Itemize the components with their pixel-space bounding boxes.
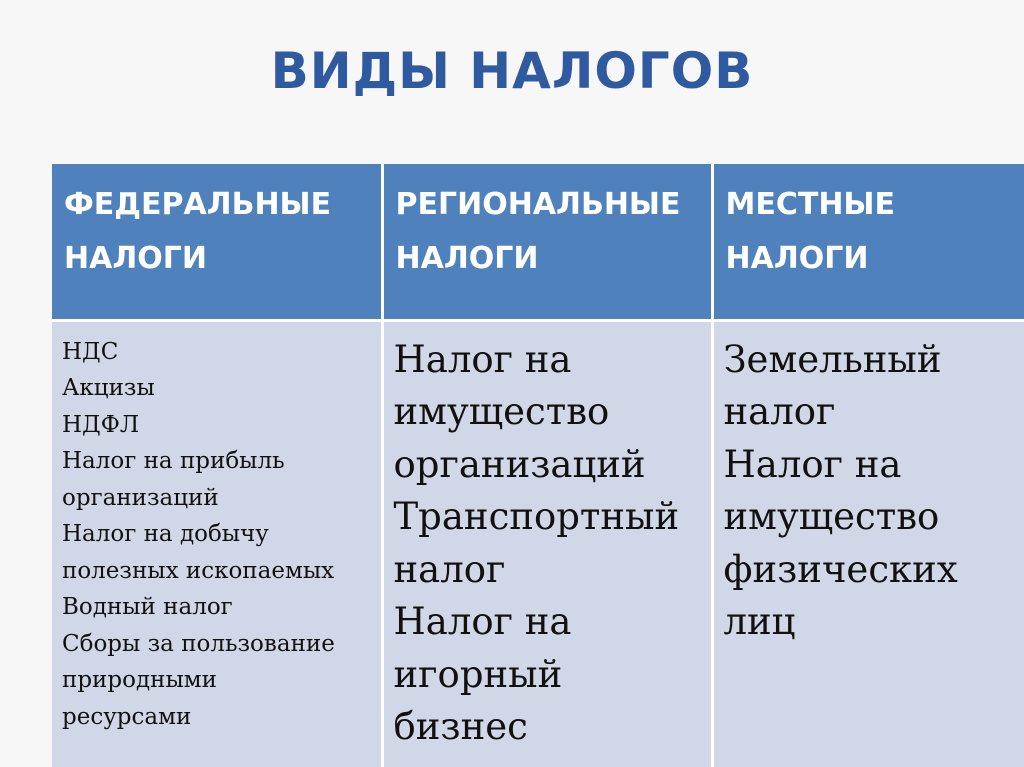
list-item: бизнес xyxy=(393,705,528,748)
list-item: имущество xyxy=(393,390,610,433)
list-item: организаций xyxy=(62,484,219,511)
header-line: НАЛОГИ xyxy=(725,241,869,276)
header-line: РЕГИОНАЛЬНЫЕ xyxy=(395,187,681,222)
header-local-taxes xyxy=(712,164,1024,320)
list-item: природными xyxy=(62,667,217,693)
regional-taxes-cell xyxy=(382,320,712,767)
local-taxes-cell xyxy=(712,320,1024,767)
header-regional-taxes xyxy=(382,164,712,320)
table-header-row xyxy=(52,164,1024,320)
list-item: имущество xyxy=(723,495,940,538)
list-item: Земельный xyxy=(723,337,942,381)
table-body-row xyxy=(52,320,1024,767)
list-item: полезных ископаемых xyxy=(62,557,335,584)
list-item: Налог на добычу xyxy=(62,521,269,547)
header-line: МЕСТНЫЕ xyxy=(725,187,896,222)
list-item: лиц xyxy=(723,600,796,643)
list-item: игорный xyxy=(393,652,563,696)
tax-types-table xyxy=(52,164,1024,767)
list-item: Сборы за пользование xyxy=(62,630,335,657)
header-line: НАЛОГИ xyxy=(64,241,207,276)
list-item: ресурсами xyxy=(62,703,192,730)
list-item: Налог на xyxy=(393,600,572,643)
header-line: НАЛОГИ xyxy=(395,241,539,276)
list-item: физических xyxy=(723,547,958,591)
list-item: Водный налог xyxy=(62,594,233,620)
federal-taxes-cell xyxy=(52,320,382,767)
header-line: ФЕДЕРАЛЬНЫЕ xyxy=(64,187,332,222)
header-federal-taxes xyxy=(52,164,382,320)
list-item: Транспортный xyxy=(393,495,680,538)
list-item: НДФЛ xyxy=(62,411,140,438)
list-item: Налог на xyxy=(393,337,572,381)
list-item: Налог на xyxy=(723,442,902,486)
list-item: налог xyxy=(723,390,836,433)
page-title: ВИДЫ НАЛОГОВ xyxy=(270,42,754,100)
list-item: налог xyxy=(393,547,506,591)
list-item: Акцизы xyxy=(62,375,155,401)
list-item: НДС xyxy=(62,338,119,365)
list-item: Налог на прибыль xyxy=(62,448,285,474)
list-item: организаций xyxy=(393,442,646,486)
